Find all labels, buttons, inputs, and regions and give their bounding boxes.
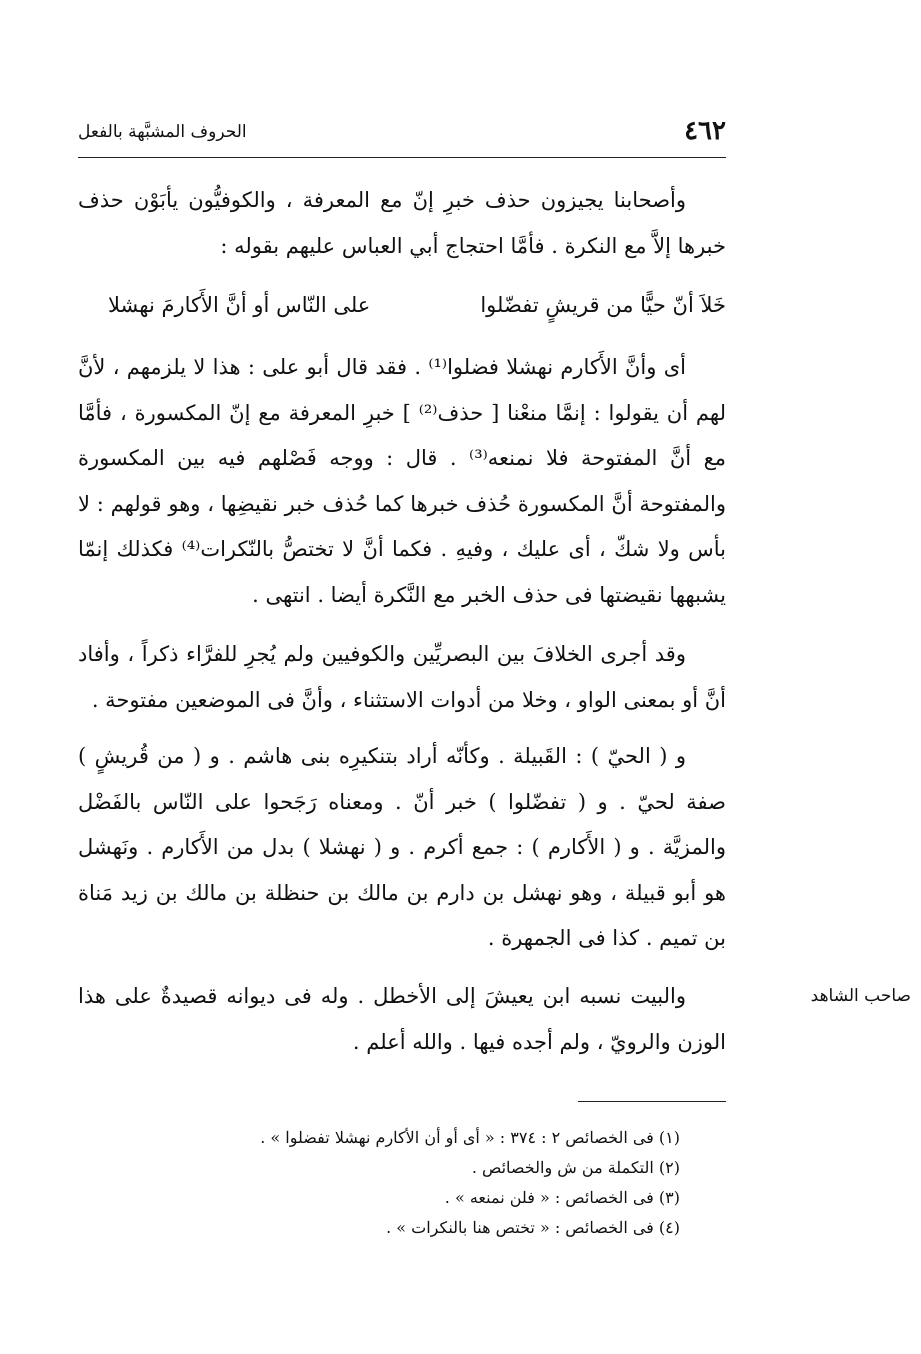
page-header xyxy=(78,112,726,152)
verse-line xyxy=(78,293,726,333)
paragraph-2 xyxy=(78,345,726,618)
footnote-3: (٣) فى الخصائص : « فلن نمنعه » . xyxy=(444,1188,680,1207)
verse-first-hemistich: خَلاَ أنّ حيًّا من قريشٍ تفضّلوا xyxy=(480,293,726,317)
footnote-rule xyxy=(578,1101,726,1102)
paragraph-text: والبيت نسبه ابن يعيشَ إلى الأخطل . وله فى ديوانه قصيدةٌ على هذا الوزن والرويّ ، ولم أجده فيها . والله أعلم . xyxy=(78,984,726,1054)
footnote-4: (٤) فى الخصائص : « تختص هنا بالنكرات » . xyxy=(386,1218,680,1237)
paragraph-text: وقد أجرى الخلافَ بين البصريِّين والكوفيين ولم يُجرِ للفرَّاء ذكراً ، وأفاد أنَّ أو بمعنى الواو ، وخلا من أدوات الاستثناء ، وأنَّ فى الموضعين مفتوحة . xyxy=(78,642,726,712)
paragraph-5 xyxy=(78,974,726,1065)
paragraph-text: و ( الحيّ ) : القَبيلة . وكأنّه أراد بتنكيرِه بنى هاشم . و ( من قُريشٍ ) صفة لحيّ . و ( تفضّلوا ) خبر أنّ . ومعناه رَجَحوا على النّاس بالفَضْل والمزيَّة . و ( الأَكارم ) : جمع أكرم . و ( نهشلا ) بدل من الأَكارم . ونَهشل هو أبو قبيلة ، وهو نهشل بن دارم بن مالك بن حنظلة بن مالك بن زيد مَناة بن تميم . كذا فى الجمهرة . xyxy=(78,744,726,950)
page-number: ٤٦٢ xyxy=(684,116,726,146)
footnote-1: (١) فى الخصائص ٢ : ٣٧٤ : « أى أو أن الأكارم نهشلا تفضلوا » . xyxy=(260,1128,680,1147)
margin-note: صاحب الشاهد xyxy=(810,986,911,1006)
paragraph-3 xyxy=(78,632,726,723)
footnote-2: (٢) التكملة من ش والخصائص . xyxy=(471,1158,680,1177)
paragraph-text: أى وأنَّ الأَكارم نهشلا فضلوا⁽¹⁾ . فقد قال أبو على : هذا لا يلزمهم ، لأنَّ لهم أن يقولوا : إنمَّا منعْنا [ حذف⁽²⁾ ] خبرِ المعرفة مع إنّ المكسورة ، فأمَّا مع أنَّ المفتوحة فلا نمنعه⁽³⁾ . قال : ووجه فَصْلهم فيه بين المكسورة والمفتوحة أنَّ المكسورة حُذف خبرها كما حُذف خبر نقيضِها ، وهو قولهم : لا بأس ولا شكّ ، أى عليك ، وفيهِ . فكما أنَّ لا تختصُّ بالنّكرات⁽⁴⁾ فكذلك إنمّا يشبهها نقيضتها فى حذف الخبر مع النَّكرة أيضا . انتهى . xyxy=(78,355,726,607)
running-title: الحروف المشبَّهة بالفعل xyxy=(78,122,247,142)
paragraph-4 xyxy=(78,734,726,962)
header-rule xyxy=(78,157,726,158)
paragraph-text: وأصحابنا يجيزون حذف خبرِ إنّ مع المعرفة ، والكوفيُّون يأبَوْن حذف خبرها إلاَّ مع النكرة . فأمَّا احتجاج أبي العباس عليهم بقوله : xyxy=(78,188,726,258)
footnotes xyxy=(150,1123,680,1243)
verse-second-hemistich: على النّاس أو أنَّ الأَكارمَ نهشلا xyxy=(108,293,371,317)
paragraph-1 xyxy=(78,178,726,269)
